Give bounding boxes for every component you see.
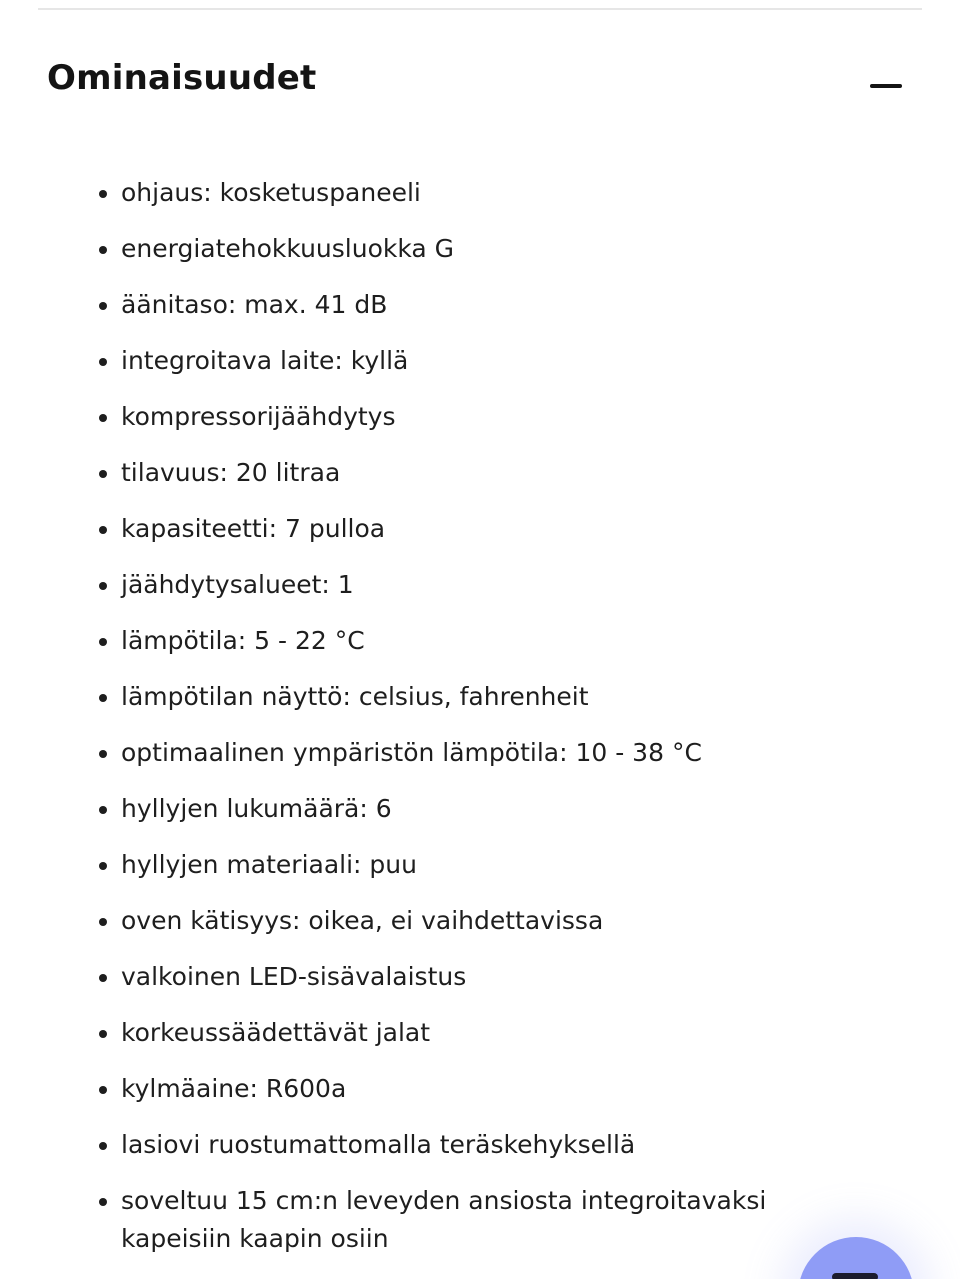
- list-item: lämpötila: 5 - 22 °C: [121, 622, 861, 660]
- list-item: kylmäaine: R600a: [121, 1070, 861, 1108]
- chat-icon: [832, 1273, 878, 1279]
- list-item: hyllyjen materiaali: puu: [121, 846, 861, 884]
- list-item: lämpötilan näyttö: celsius, fahrenheit: [121, 678, 861, 716]
- list-item: lasiovi ruostumattomalla teräskehyksellä: [121, 1126, 861, 1164]
- list-item: soveltuu 15 cm:n leveyden ansiosta integroitavaksi kapeisiin kaapin osiin: [121, 1182, 861, 1258]
- list-item: tilavuus: 20 litraa: [121, 454, 861, 492]
- list-item: kapasiteetti: 7 pulloa: [121, 510, 861, 548]
- section-title: Ominaisuudet: [47, 58, 317, 98]
- list-item: hyllyjen lukumäärä: 6: [121, 790, 861, 828]
- list-item: integroitava laite: kyllä: [121, 342, 861, 380]
- list-item: ohjaus: kosketuspaneeli: [121, 174, 861, 212]
- minus-icon[interactable]: [870, 69, 902, 101]
- list-item: äänitaso: max. 41 dB: [121, 286, 861, 324]
- list-item: oven kätisyys: oikea, ei vaihdettavissa: [121, 902, 861, 940]
- features-list: [121, 174, 861, 1276]
- list-item: kompressorijäähdytys: [121, 398, 861, 436]
- section-divider: [38, 8, 922, 10]
- list-item: energiatehokkuusluokka G: [121, 230, 861, 268]
- list-item: jäähdytysalueet: 1: [121, 566, 861, 604]
- list-item: optimaalinen ympäristön lämpötila: 10 - 38 °C: [121, 734, 861, 772]
- features-accordion-header[interactable]: [47, 50, 902, 106]
- list-item: korkeussäädettävät jalat: [121, 1014, 861, 1052]
- list-item: valkoinen LED-sisävalaistus: [121, 958, 861, 996]
